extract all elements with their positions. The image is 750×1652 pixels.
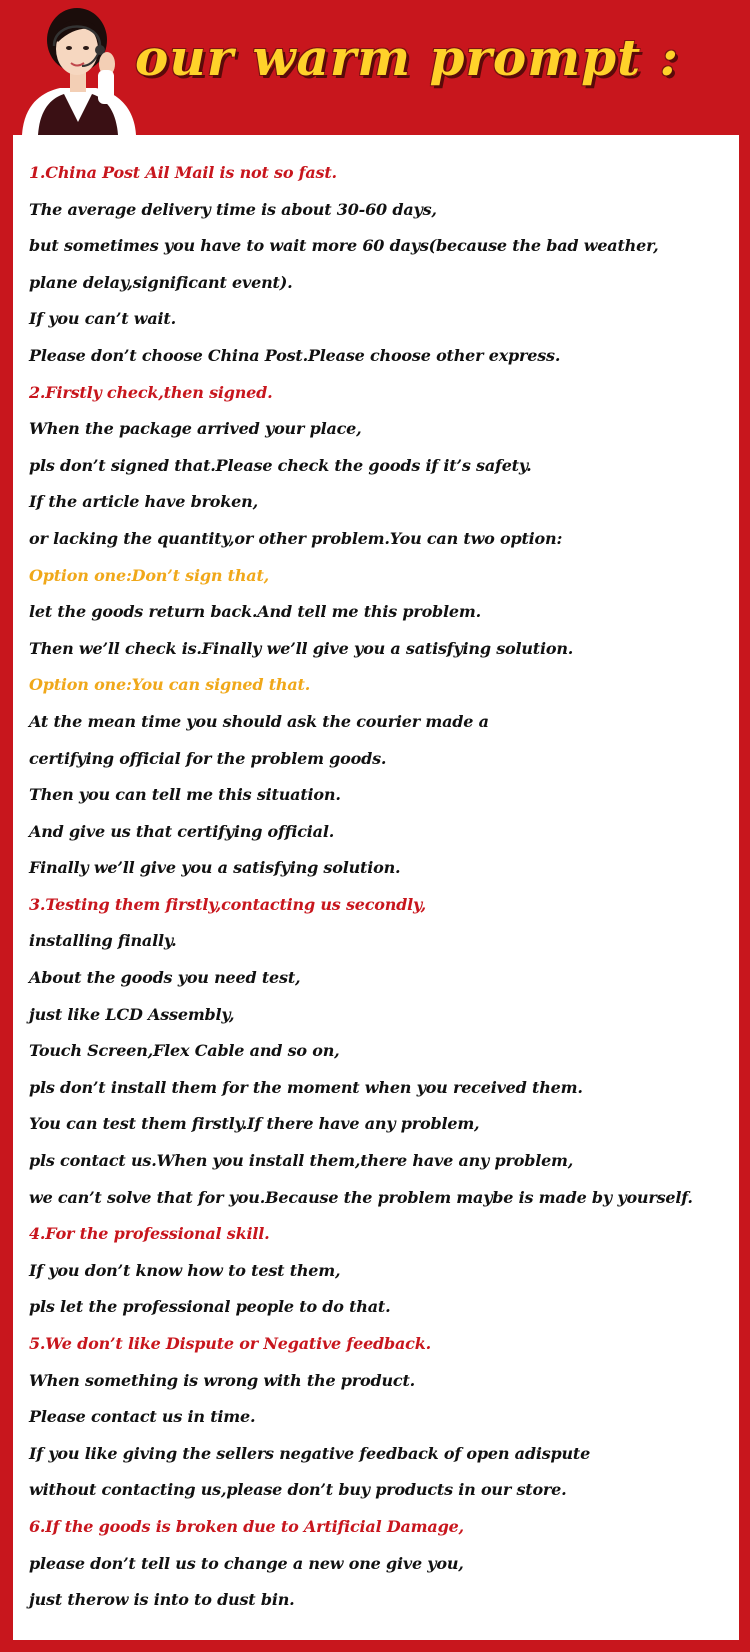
banner-header (0, 0, 750, 135)
body-text-line: Then you can tell me this situation. (29, 785, 341, 805)
body-text-line: Then we’ll check is.Finally we’ll give you a satisfying solution. (29, 638, 574, 658)
section-heading: 4.For the professional skill. (29, 1224, 270, 1244)
body-text-line: we can’t solve that for you.Because the problem maybe is made by yourself. (29, 1187, 693, 1207)
body-text-line: If you can’t wait. (29, 309, 176, 329)
body-text-line: certifying official for the problem goods. (29, 748, 387, 768)
body-text-line: but sometimes you have to wait more 60 days(because the bad weather, (29, 236, 659, 256)
body-text-line: or lacking the quantity,or other problem.You can two option: (29, 528, 563, 548)
option-heading: Option one:Don’t sign that, (29, 565, 269, 585)
body-text-line: Finally we’ll give you a satisfying solution. (29, 858, 401, 878)
section-heading: 5.We don’t like Dispute or Negative feedback. (29, 1334, 431, 1353)
body-text-line: Please don’t choose China Post.Please choose other express. (29, 345, 561, 365)
section-heading: 6.If the goods is broken due to Artificial Damage, (29, 1516, 464, 1536)
banner-title: our warm prompt : (135, 28, 680, 87)
body-text-line: pls let the professional people to do that. (29, 1297, 391, 1317)
body-text-line: Please contact us in time. (29, 1407, 256, 1427)
body-text-line: At the mean time you should ask the courier made a (29, 711, 489, 731)
body-text-line: plane delay,significant event). (29, 272, 293, 292)
body-text-line: installing finally. (29, 931, 177, 951)
body-text-line: please don’t tell us to change a new one give you, (29, 1553, 464, 1573)
body-text-line: just like LCD Assembly, (29, 1004, 235, 1024)
option-heading: Option one:You can signed that. (29, 675, 311, 695)
body-text-line: let the goods return back.And tell me this problem. (29, 602, 482, 622)
section-heading: 1.China Post Ail Mail is not so fast. (29, 163, 337, 182)
body-text-line: When the package arrived your place, (29, 419, 362, 439)
body-text-line: pls contact us.When you install them,there have any problem, (29, 1151, 574, 1171)
body-text-line: If you like giving the sellers negative feedback of open adispute (29, 1443, 591, 1463)
body-text-line: The average delivery time is about 30-60 days, (29, 199, 437, 219)
body-text-line: You can test them firstly.If there have any problem, (29, 1114, 480, 1134)
body-text-line: When something is wrong with the product. (29, 1370, 416, 1390)
body-text-line: And give us that certifying official. (29, 821, 335, 841)
body-text-line: Touch Screen,Flex Cable and so on, (29, 1041, 340, 1061)
section-heading: 3.Testing them firstly,contacting us secondly, (29, 894, 426, 914)
prompt-content-panel (13, 135, 739, 1640)
body-text-line: without contacting us,please don’t buy products in our store. (29, 1480, 567, 1500)
body-text-line: pls don’t signed that.Please check the goods if it’s safety. (29, 455, 532, 475)
body-text-line: just therow is into to dust bin. (29, 1590, 295, 1610)
body-text-line: If the article have broken, (29, 492, 258, 512)
body-text-line: About the goods you need test, (29, 968, 301, 988)
customer-service-agent-illustration (14, 4, 142, 135)
body-text-line: If you don’t know how to test them, (29, 1260, 341, 1280)
section-heading: 2.Firstly check,then signed. (29, 382, 273, 402)
body-text-line: pls don’t install them for the moment when you received them. (29, 1077, 583, 1097)
